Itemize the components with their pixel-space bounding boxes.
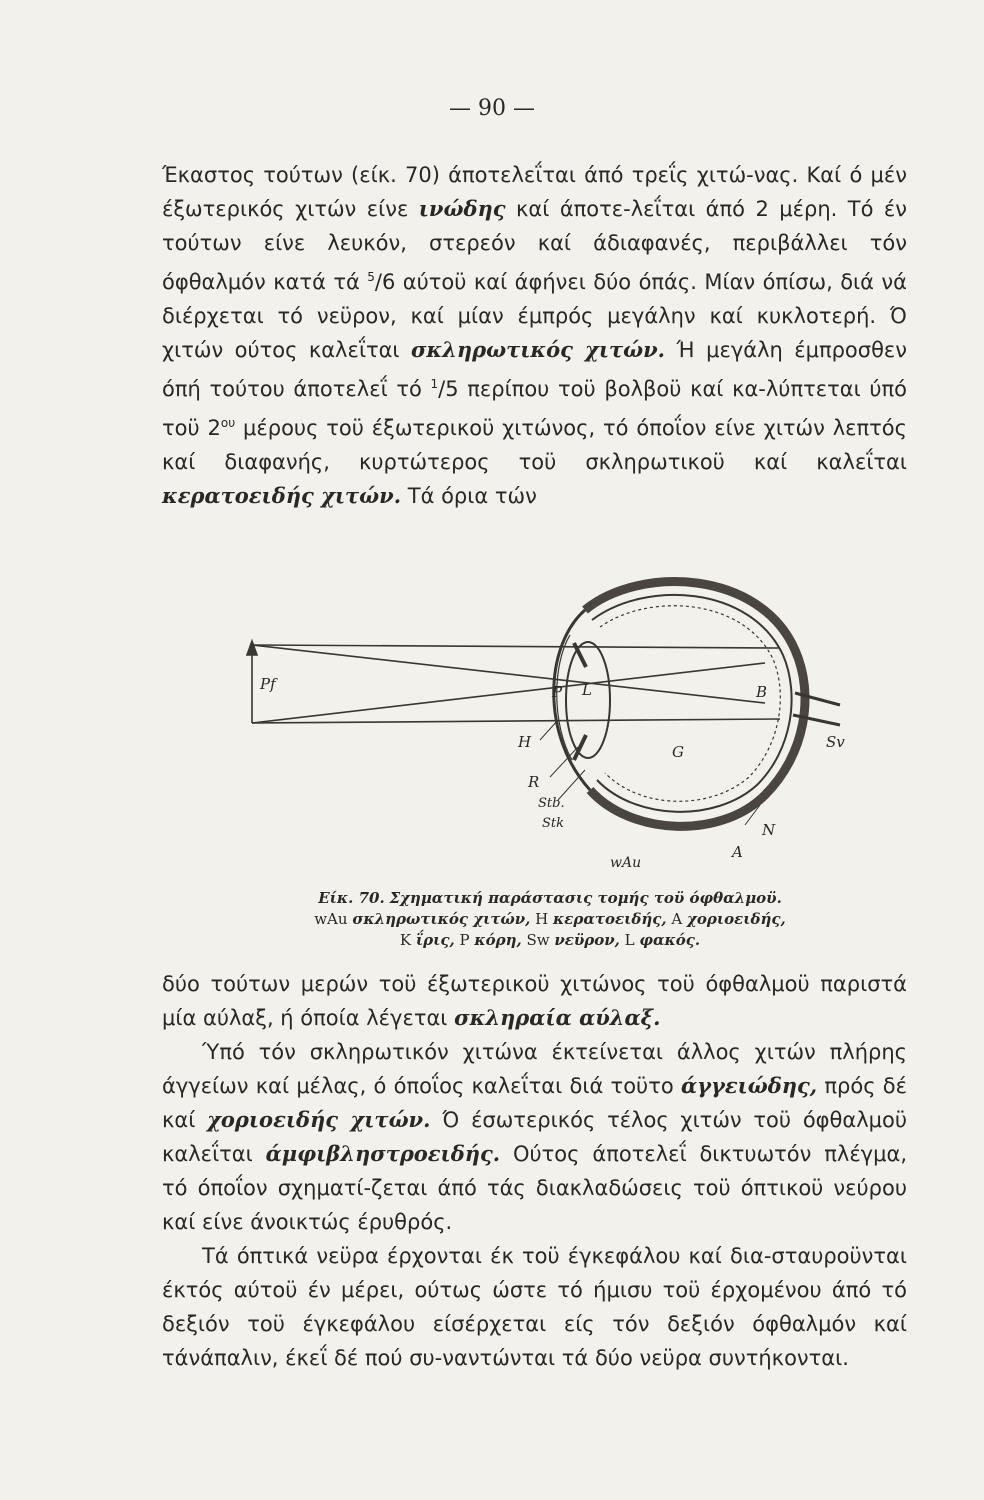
- ordinal-suffix: ου: [220, 416, 236, 430]
- paragraph-2: [162, 967, 907, 1035]
- caption-iris: ΐρις,: [415, 931, 455, 949]
- p1-text-5: περίπου τοϋ βολβοϋ καί κα-λύπτεται ύπό τοϋ 2: [162, 377, 907, 440]
- paragraph-3: [162, 1035, 907, 1239]
- caption-k: K: [399, 931, 416, 949]
- term-inodes: ινώδης: [418, 196, 506, 221]
- label-wau: wAu: [610, 855, 642, 871]
- p1-text-6: μέρους τοϋ έξωτερικοϋ χιτώνος, τό όποΐον είνε χιτών λεπτός καί διαφανής, κυρτώτερος τοϋ σκληρωτικοϋ καί καλεΐται: [162, 416, 907, 474]
- eye-diagram-figure: [240, 555, 860, 885]
- label-r: R: [528, 773, 540, 791]
- label-a: A: [732, 843, 743, 861]
- caption-choroid: χοριοειδής,: [687, 910, 786, 928]
- p3-text-3: Ό έσωτερικός τέλος χιτών τοϋ όφθαλμοϋ καλεΐται: [162, 1108, 908, 1166]
- text-block-top: [162, 158, 907, 513]
- caption-a: A: [666, 910, 688, 928]
- p1-text-7: Τά όρια τών: [401, 484, 537, 508]
- label-p: P: [552, 683, 563, 701]
- label-n: N: [762, 821, 776, 839]
- fraction-1-5-denominator: /5: [438, 377, 459, 401]
- p3-text-1: Ύπό τόν σκληρωτικόν χιτώνα έκτείνεται άλλος χιτών πλήρης άγγείων καί μέλας, ό όποΐος καλεΐται διά τοϋτο: [162, 1040, 907, 1098]
- p1-text-4: Ή μεγάλη έμπροσθεν όπή τούτου άποτελεΐ τό: [162, 338, 908, 401]
- label-stk: Stk: [542, 816, 565, 831]
- caption-fig-number: Είκ. 70.: [318, 889, 385, 907]
- label-stb: Stb.: [538, 796, 565, 811]
- caption-nerve: νεϋρον,: [554, 931, 620, 949]
- term-cornea: κερατοειδής χιτών.: [162, 483, 402, 508]
- light-ray-3: [252, 645, 780, 648]
- object-arrowhead: [247, 641, 257, 655]
- light-ray-2: [252, 663, 768, 723]
- retina-outline: [600, 606, 780, 802]
- paragraph-1: [162, 158, 907, 513]
- label-sv: Sv: [826, 733, 845, 751]
- term-sclera: σκληρωτικός χιτών.: [410, 337, 665, 362]
- caption-sclera: σκληρωτικός χιτών,: [352, 910, 531, 928]
- term-scleral-sulcus: σκληραία αύλαξ.: [454, 1005, 661, 1030]
- p4-text-1: Τά όπτικά νεϋρα έρχονται έκ τοϋ έγκεφάλου καί δια-σταυροϋνται έκτός αύτοϋ έν μέρει, ούτως ώστε τό ήμισυ τοϋ έρχομένου άπό τό δεξιόν τοϋ έγκεφάλου είσέρχεται είς τόν δεξιόν όφθαλμόν καί τάνάπαλιν, έκεΐ δέ πού συ-ναντώνται τά δύο νεϋρα συντήκονται.: [162, 1244, 907, 1370]
- caption-wau: wAu: [314, 910, 348, 928]
- caption-pupil: κόρη,: [474, 931, 522, 949]
- p1-text-3: αύτοϋ καί άφήνει δύο όπάς. Μίαν όπίσω, διά νά διέρχεται τό νεϋρον, καί μίαν έμπρός μεγάλην καί κυκλοτερή. Ό χιτών ούτος καλεΐται: [162, 270, 907, 362]
- caption-lens: φακός.: [639, 931, 701, 949]
- fraction-1-5-numerator: 1: [430, 377, 439, 391]
- caption-line-2: [240, 909, 860, 930]
- lens: [566, 642, 610, 758]
- label-b: B: [756, 683, 768, 701]
- p1-text-2: καί άποτε-λεΐται άπό 2 μέρη. Τό έν τούτων είνε λευκόν, στερεόν καί άδιαφανές, περιβάλλει τόν όφθαλμόν κατά τά: [162, 197, 907, 294]
- fraction-5-6-denominator: /6: [374, 270, 396, 294]
- sclera-outline: [585, 582, 805, 827]
- p3-text-2: πρός δέ καί: [162, 1074, 907, 1132]
- label-g: G: [672, 743, 684, 761]
- figure-caption: [240, 888, 860, 951]
- caption-cornea: κερατοειδής,: [553, 910, 667, 928]
- caption-sw: Sw: [521, 931, 555, 949]
- eye-cross-section-diagram: [240, 555, 860, 885]
- pointer-h: [540, 720, 558, 740]
- caption-title: Σχηματική παράστασις τομής τοϋ όφθαλμοϋ.: [389, 889, 782, 907]
- term-vascular: άγγειώδης,: [680, 1073, 818, 1098]
- p3-text-4: Ούτος άποτελεΐ δικτυωτόν πλέγμα, τό όποΐον σχηματί-ζεται άπό τάς διακλαδώσεις τοϋ όπτικοϋ νεύρου καί είνε άνοικτώς έρυθρός.: [162, 1142, 907, 1234]
- label-h: H: [518, 733, 532, 751]
- p2-text-1: δύο τούτων μερών τοϋ έξωτερικοϋ χιτώνος τοϋ όφθαλμοϋ παριστά μία αύλαξ, ή όποία λέγεται: [162, 972, 907, 1030]
- caption-l: L: [619, 931, 640, 949]
- label-l: L: [582, 681, 592, 699]
- term-choroid: χοριοειδής χιτών.: [207, 1107, 431, 1132]
- caption-line-1: [240, 888, 860, 909]
- paragraph-4: [162, 1239, 907, 1375]
- caption-h: H: [530, 910, 554, 928]
- p1-text-1: Έκαστος τούτων (είκ. 70) άποτελεΐται άπό τρεΐς χιτώ-νας. Καί ό μέν έξωτερικός χιτών είνε: [162, 163, 907, 221]
- light-ray-4: [252, 719, 780, 723]
- label-pf: Pf: [260, 675, 276, 693]
- fraction-5-6-numerator: 5: [367, 270, 375, 284]
- caption-p: P: [454, 931, 475, 949]
- text-block-bottom: [162, 967, 907, 1375]
- page-number: — 90 —: [449, 96, 535, 121]
- caption-line-3: [240, 930, 860, 951]
- light-ray-1: [252, 645, 768, 703]
- term-retina: άμφιβληστροειδής.: [265, 1141, 501, 1166]
